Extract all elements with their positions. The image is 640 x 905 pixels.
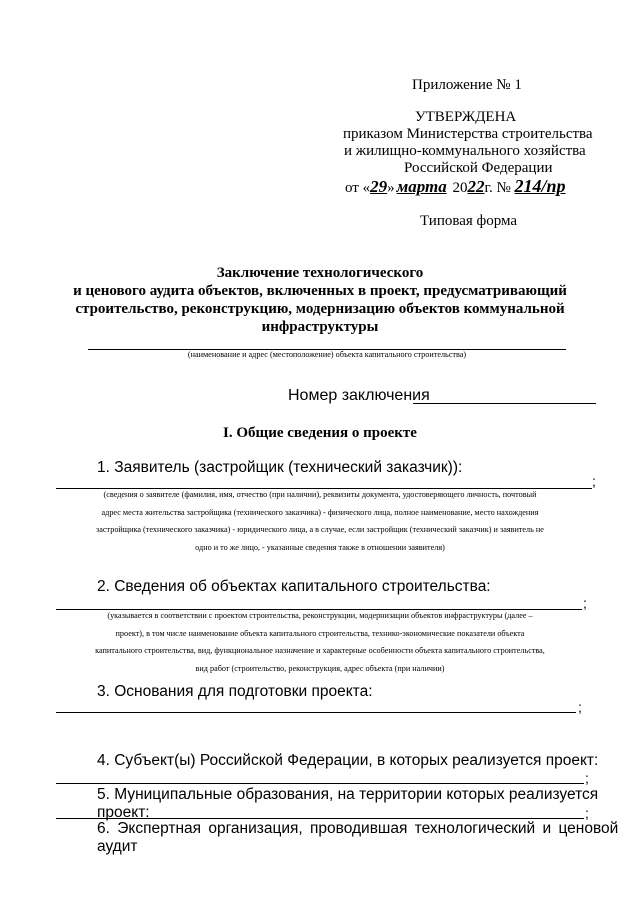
document-title <box>40 264 600 336</box>
object-name-caption: (наименование и адрес (местоположение) объекта капитального строительства) <box>187 350 467 359</box>
item-2-note-line-2: проект), в том числе наименование объекта капитального строительства, технико-экономические показатели объекта <box>115 628 525 638</box>
title-line-1: Заключение технологического <box>216 265 424 281</box>
approval-line-1: приказом Министерства строительства <box>343 126 593 142</box>
date-prefix: от « <box>345 180 371 196</box>
order-date-line <box>345 178 566 197</box>
item-5-label: 5. Муниципальные образования, на территории которых реализуется проект: <box>97 786 599 821</box>
form-type-label: Типовая форма <box>420 213 518 229</box>
item-4-field[interactable] <box>56 783 584 784</box>
order-number-handwritten: 214/пр <box>514 176 566 196</box>
item-6-label: 6. Экспертная организация, проводившая технологический и ценовой аудит <box>97 820 619 855</box>
section-1-heading: I. Общие сведения о проекте <box>223 425 417 441</box>
item-5-semicolon: ; <box>585 805 589 821</box>
item-2-note-line-3: капитального строительства, вид, функциональное назначение и характерные особенности объекта капитального строительства, <box>95 646 545 655</box>
approval-line-2: и жилищно-коммунального хозяйства <box>344 143 586 159</box>
item-3-field[interactable] <box>56 712 576 713</box>
conclusion-number-field[interactable] <box>413 403 596 404</box>
item-3-semicolon: ; <box>578 699 582 715</box>
title-line-2: и ценового аудита объектов, включенных в проект, предусматривающий <box>73 283 567 299</box>
date-year-end: г. № <box>484 180 511 196</box>
item-1-note-line-2: адрес места жительства застройщика (технического заказчика) - физического лица, полное наименование, место нахождения <box>101 507 539 517</box>
item-4-semicolon: ; <box>585 770 589 786</box>
approved-label: УТВЕРЖДЕНА <box>415 109 517 125</box>
item-5-field[interactable] <box>56 818 584 819</box>
item-3-label: 3. Основания для подготовки проекта: <box>97 683 373 700</box>
date-mid: » <box>387 180 395 196</box>
appendix-label: Приложение № 1 <box>412 77 522 93</box>
item-2-semicolon: ; <box>583 595 587 611</box>
item-1-note-line-4: одно и то же лицо, - указанные сведения также в отношении заявителя) <box>195 542 445 552</box>
item-1-note <box>40 486 600 556</box>
item-1-note-line-1: (сведения о заявителе (фамилия, имя, отчество (при наличии), реквизиты документа, удостоверяющего личность, почтовый <box>103 490 537 499</box>
date-month-handwritten: марта <box>396 177 447 196</box>
title-line-4: инфраструктуры <box>261 319 379 335</box>
item-4-label: 4. Субъект(ы) Российской Федерации, в которых реализуется проект: <box>97 752 599 769</box>
item-1-semicolon: ; <box>592 473 596 489</box>
title-line-3: строительство, реконструкцию, модернизацию объектов коммунальной <box>75 301 565 317</box>
item-1-note-line-3: застройщика (технического заказчика) - юридического лица, а в случае, если застройщик (технический заказчик) и заявитель не <box>96 525 544 534</box>
item-2-note <box>40 607 600 677</box>
item-2-note-line-4: вид работ (строительство, реконструкция, адрес объекта (при наличии) <box>195 663 445 673</box>
approval-line-3: Российской Федерации <box>404 160 553 176</box>
date-year-prefix: 20 <box>452 180 468 196</box>
item-2-label: 2. Сведения об объектах капитального строительства: <box>97 578 491 595</box>
item-1-label: 1. Заявитель (застройщик (технический заказчик)): <box>97 459 463 476</box>
date-day-handwritten: 29 <box>370 177 388 196</box>
item-2-note-line-1: (указывается в соответствии с проектом строительства, реконструкции, модернизации объектов инфраструктуры (далее – <box>107 611 533 620</box>
date-year-handwritten: 22 <box>467 177 485 196</box>
conclusion-number-label: Номер заключения <box>288 387 430 404</box>
